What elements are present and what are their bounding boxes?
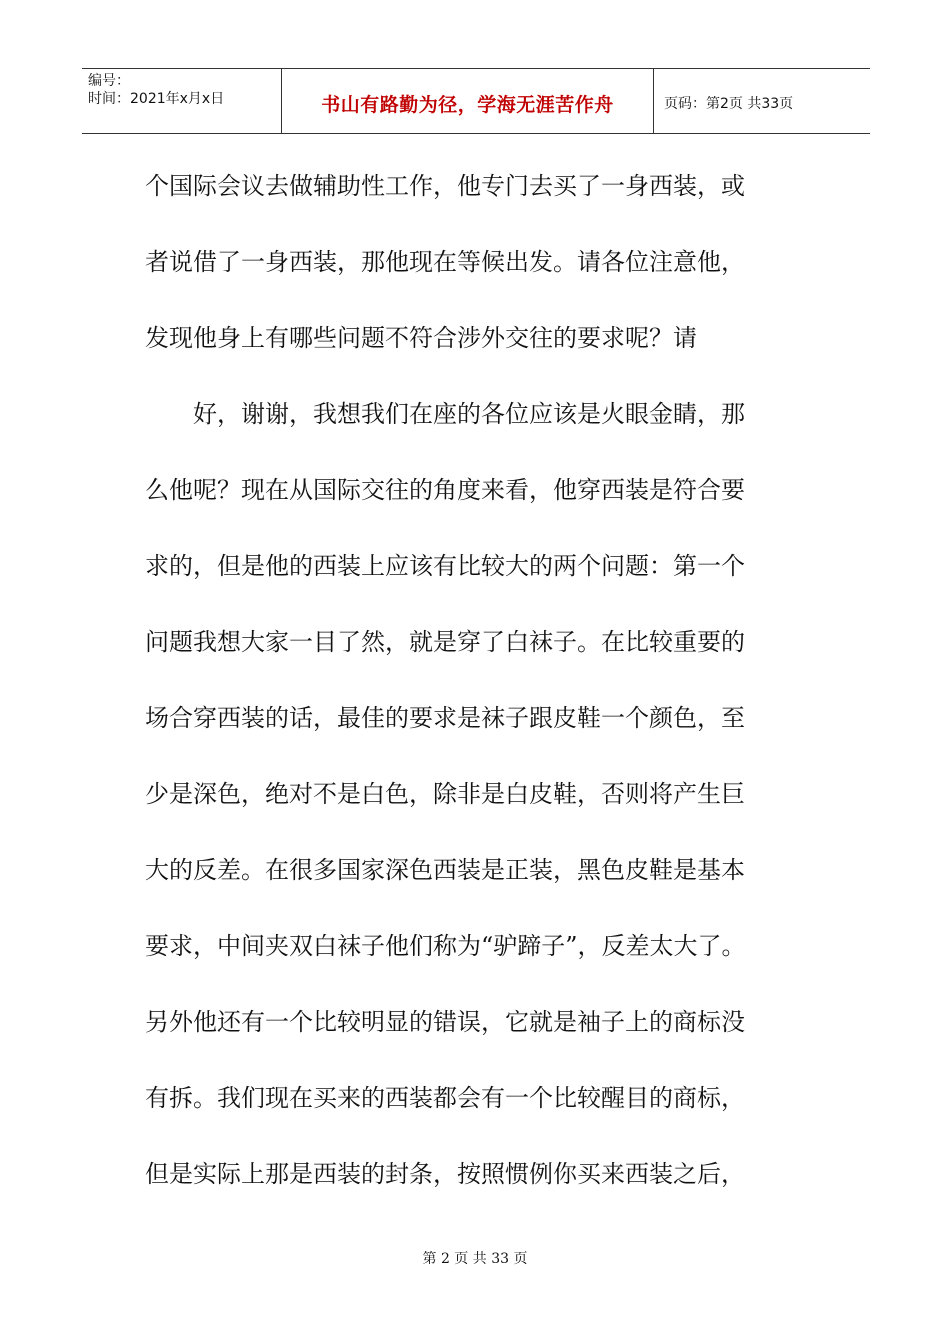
header-motto: 书山有路勤为径，学海无涯苦作舟: [282, 69, 654, 133]
text-line: 发现他身上有哪些问题不符合涉外交往的要求呢？请: [145, 324, 697, 352]
document-body: [145, 160, 805, 1224]
text-line: 问题我想大家一目了然，就是穿了白袜子。在比较重要的: [145, 628, 745, 656]
text-line: 好，谢谢，我想我们在座的各位应该是火眼金睛，那: [145, 400, 745, 428]
text-line: 有拆。我们现在买来的西装都会有一个比较醒目的商标，: [145, 1084, 745, 1112]
text-line: 者说借了一身西装，那他现在等候出发。请各位注意他，: [145, 248, 745, 276]
text-line: 另外他还有一个比较明显的错误，它就是袖子上的商标没: [145, 1008, 745, 1036]
text-line: 要求，中间夹双白袜子他们称为“驴蹄子”，反差太大了。: [145, 932, 746, 960]
text-line: 个国际会议去做辅助性工作，他专门去买了一身西装，或: [145, 172, 745, 200]
text-line: 求的，但是他的西装上应该有比较大的两个问题：第一个: [145, 552, 745, 580]
text-line: 但是实际上那是西装的封条，按照惯例你买来西装之后，: [145, 1160, 745, 1188]
text-line: 大的反差。在很多国家深色西装是正装，黑色皮鞋是基本: [145, 856, 745, 884]
page-header: [82, 68, 870, 134]
text-line: 场合穿西装的话，最佳的要求是袜子跟皮鞋一个颜色，至: [145, 704, 745, 732]
serial-label: 编号：: [88, 73, 130, 89]
text-line: 么他呢？现在从国际交往的角度来看，他穿西装是符合要: [145, 476, 745, 504]
page-footer: 第 2 页 共 33 页: [422, 1251, 528, 1267]
header-meta: [82, 69, 282, 133]
time-label: 时间：2021年x月x日: [88, 91, 225, 107]
text-line: 少是深色，绝对不是白色，除非是白皮鞋，否则将产生巨: [145, 780, 745, 808]
header-page-code: 页码：第2页 共33页: [664, 96, 794, 112]
